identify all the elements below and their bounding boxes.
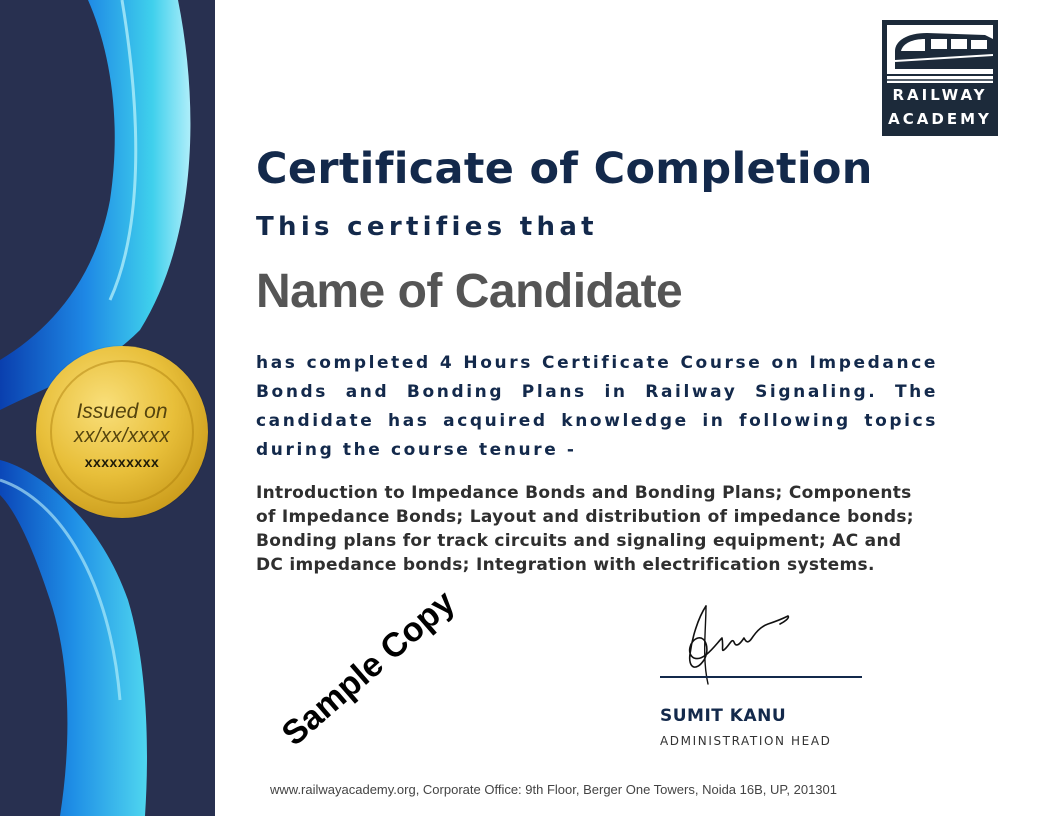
candidate-name: Name of Candidate [256,265,683,318]
completion-statement: has completed 4 Hours Certificate Course on Impedance Bonds and Bonding Plans in Railway Signaling. The candidate has acquired knowledge in following topics during the course tenure - [256,353,938,460]
train-icon [887,25,993,83]
course-topics: Introduction to Impedance Bonds and Bonding Plans; Components of Impedance Bonds; Layout and distribution of impedance bonds; Bonding plans for track circuits and signaling equipment; AC and DC impedance bonds; Integration with electrification systems. [256,483,914,575]
railway-academy-logo [882,20,998,136]
footer-contact: www.railwayacademy.org, Corporate Office: 9th Floor, Berger One Towers, Noida 16B, UP, 201301 [270,782,837,797]
seal-issue-date: xx/xx/xxxx [73,424,171,447]
signature-line [660,676,862,678]
seal-issued-label: Issued on [76,399,168,423]
certificate-title: Certificate of Completion [256,144,873,194]
certifies-subtitle: This certifies that [256,212,598,242]
seal-inner-ring [50,360,194,504]
seal-code: xxxxxxxxx [84,453,160,470]
signatory-title: ADMINISTRATION HEAD [660,734,832,748]
signatory-name: SUMIT KANU [660,706,787,726]
sample-copy-watermark: Sample Copy [274,583,463,754]
logo-text-line2: ACADEMY [888,110,992,128]
logo-text-line1: RAILWAY [892,86,988,104]
gold-seal [36,346,208,518]
